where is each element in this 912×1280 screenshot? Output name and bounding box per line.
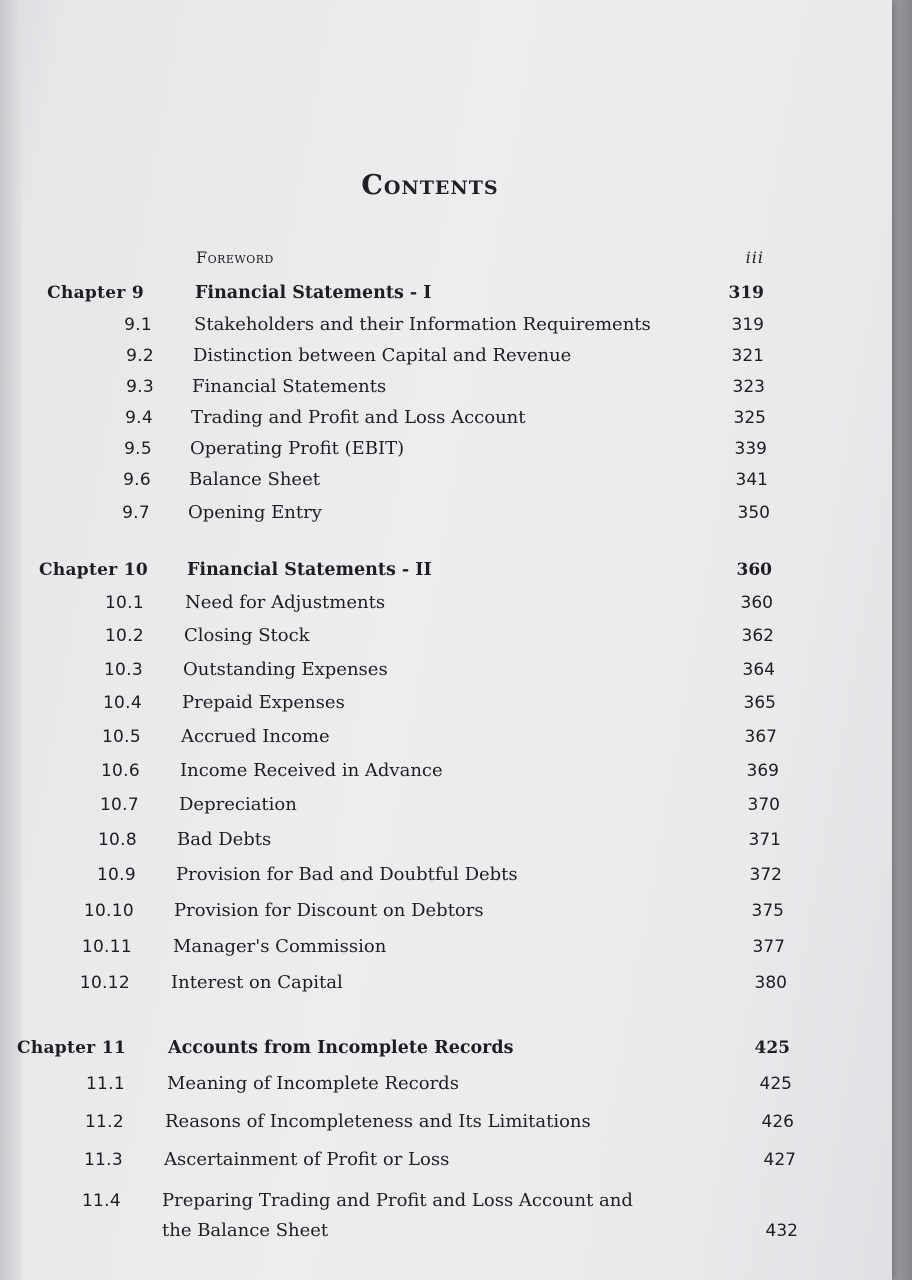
section-page: 426 xyxy=(761,1112,794,1132)
toc-section-row xyxy=(0,588,860,618)
section-number: 10.5 xyxy=(101,727,141,747)
section-page: 360 xyxy=(740,593,773,613)
section-number: 9.6 xyxy=(123,470,151,490)
foreword-page: iii xyxy=(745,248,764,267)
toc-section-row xyxy=(0,465,860,495)
toc-section-row xyxy=(0,1107,860,1137)
section-number: 10.4 xyxy=(102,693,142,713)
section-page: 323 xyxy=(732,377,765,397)
toc-section-row xyxy=(0,825,860,855)
chapter-label: Chapter 9 xyxy=(47,283,144,303)
section-page: 425 xyxy=(759,1074,792,1094)
toc-section-row xyxy=(0,403,860,433)
section-title: Prepaid Expenses xyxy=(182,692,345,713)
section-page: 350 xyxy=(737,503,770,523)
chapter-label: Chapter 11 xyxy=(17,1038,126,1058)
section-title: Interest on Capital xyxy=(171,972,343,993)
section-title: Manager's Commission xyxy=(173,936,387,957)
section-number: 9.7 xyxy=(122,503,150,523)
section-number: 10.3 xyxy=(103,660,143,680)
section-page: 321 xyxy=(731,346,764,366)
section-page: 339 xyxy=(734,439,767,459)
section-number: 10.2 xyxy=(104,626,144,646)
section-number: 9.3 xyxy=(126,377,154,397)
toc-section-row xyxy=(0,1145,860,1175)
chapter-title: Financial Statements - I xyxy=(195,283,432,303)
page-title: Contents xyxy=(361,170,499,201)
chapter-heading-row xyxy=(0,278,860,308)
section-title: Balance Sheet xyxy=(189,469,320,490)
chapter-heading-row xyxy=(0,1033,860,1063)
section-title: Preparing Trading and Profit and Loss Account and xyxy=(162,1190,633,1211)
section-number: 9.4 xyxy=(125,408,153,428)
section-number: 10.1 xyxy=(104,593,144,613)
section-page: 367 xyxy=(744,727,777,747)
toc-section-row xyxy=(0,621,860,651)
section-number: 9.2 xyxy=(126,346,154,366)
section-page: 341 xyxy=(735,470,768,490)
section-number: 10.8 xyxy=(97,830,137,850)
section-number: 10.12 xyxy=(79,973,130,993)
toc-section-row xyxy=(0,341,860,371)
section-number: 10.9 xyxy=(96,865,136,885)
toc-section-row xyxy=(0,1186,860,1250)
section-title: Provision for Discount on Debtors xyxy=(174,900,484,921)
section-number: 9.1 xyxy=(124,315,152,335)
chapter-title: Accounts from Incomplete Records xyxy=(168,1038,514,1058)
section-title: Distinction between Capital and Revenue xyxy=(193,345,572,366)
section-title: Need for Adjustments xyxy=(185,592,386,613)
section-page: 364 xyxy=(742,660,775,680)
section-number: 11.2 xyxy=(84,1112,124,1132)
toc-section-row xyxy=(0,790,860,820)
section-page: 325 xyxy=(733,408,766,428)
chapter-title: Financial Statements - II xyxy=(187,560,432,580)
section-title: Operating Profit (EBIT) xyxy=(190,438,405,459)
section-number: 11.1 xyxy=(85,1074,125,1094)
toc-section-row xyxy=(0,655,860,685)
section-page: 372 xyxy=(749,865,782,885)
section-page: 365 xyxy=(743,693,776,713)
chapter-heading-row xyxy=(0,555,860,585)
section-title: Reasons of Incompleteness and Its Limitations xyxy=(165,1111,591,1132)
section-title: Depreciation xyxy=(179,794,297,815)
section-page: 375 xyxy=(751,901,784,921)
toc-section-row xyxy=(0,896,860,926)
section-title: Trading and Profit and Loss Account xyxy=(191,407,526,428)
section-number: 11.4 xyxy=(81,1191,121,1211)
section-title: Bad Debts xyxy=(177,829,272,850)
section-title: Financial Statements xyxy=(192,376,387,397)
toc-section-row xyxy=(0,756,860,786)
toc-section-row xyxy=(0,860,860,890)
section-page: 371 xyxy=(748,830,781,850)
section-title: Provision for Bad and Doubtful Debts xyxy=(176,864,518,885)
section-page: 377 xyxy=(752,937,785,957)
section-number: 10.11 xyxy=(81,937,132,957)
toc-section-row xyxy=(0,434,860,464)
section-title: Closing Stock xyxy=(184,625,310,646)
section-number: 10.7 xyxy=(99,795,139,815)
section-page: 370 xyxy=(747,795,780,815)
chapter-page: 319 xyxy=(728,283,764,303)
section-title: Stakeholders and their Information Requirements xyxy=(194,314,651,335)
section-page: 380 xyxy=(754,973,787,993)
section-page: 362 xyxy=(741,626,774,646)
section-number: 10.10 xyxy=(83,901,134,921)
section-page: 432 xyxy=(765,1221,798,1241)
chapter-label: Chapter 10 xyxy=(39,560,148,580)
chapter-page: 360 xyxy=(736,560,772,580)
toc-section-row xyxy=(0,722,860,752)
section-page: 369 xyxy=(746,761,779,781)
section-title: Outstanding Expenses xyxy=(183,659,388,680)
foreword-label: Foreword xyxy=(196,248,274,267)
section-title: Meaning of Incomplete Records xyxy=(167,1073,459,1094)
section-number: 11.3 xyxy=(83,1150,123,1170)
toc-section-row xyxy=(0,310,860,340)
toc-section-row xyxy=(0,688,860,718)
toc-section-row xyxy=(0,968,860,998)
toc-section-row xyxy=(0,372,860,402)
chapter-page: 425 xyxy=(754,1038,790,1058)
section-title: Income Received in Advance xyxy=(180,760,443,781)
section-page: 319 xyxy=(731,315,764,335)
section-number: 9.5 xyxy=(124,439,152,459)
section-title: Accrued Income xyxy=(181,726,330,747)
section-page: 427 xyxy=(763,1150,796,1170)
toc-section-row xyxy=(0,498,860,528)
section-number: 10.6 xyxy=(100,761,140,781)
toc-section-row xyxy=(0,1069,860,1099)
section-title-continued: the Balance Sheet xyxy=(162,1220,329,1241)
toc-row-foreword xyxy=(0,243,860,273)
section-title: Ascertainment of Profit or Loss xyxy=(164,1149,450,1170)
section-title: Opening Entry xyxy=(188,502,322,523)
toc-section-row xyxy=(0,932,860,962)
